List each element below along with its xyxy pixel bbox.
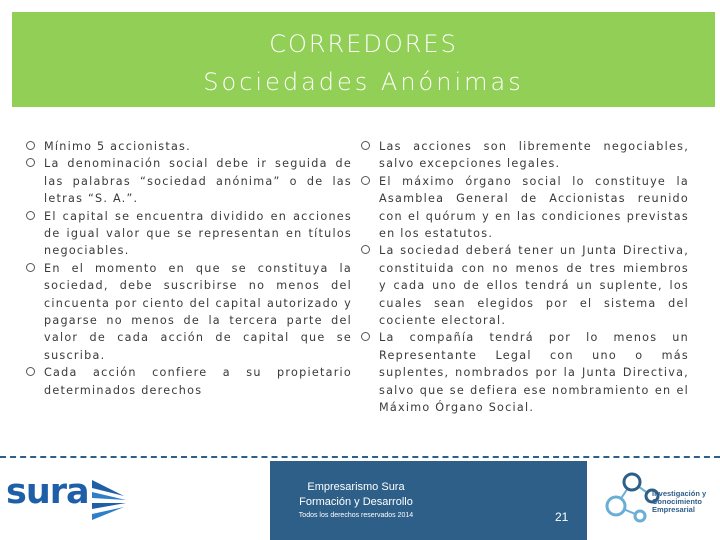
slide-subtitle: Sociedades Anónimas — [203, 68, 524, 96]
title-band — [12, 12, 715, 107]
list-item — [26, 260, 352, 364]
bullet-circle-icon — [26, 367, 35, 376]
list-item-text: El capital se encuentra dividido en acciones de igual valor que se representan en títulos negociables. — [44, 209, 352, 258]
list-item-text: Las acciones son libremente negociables, salvo excepciones legales. — [379, 140, 689, 171]
sura-mark-icon — [88, 476, 130, 522]
list-item-text: En el momento en que se constituya la sociedad, debe suscribirse no menos del cincuenta por ciento del capital autorizado y pagarse no menos de la tercera parte del valor de cada acción de capital que se suscriba. — [44, 261, 352, 362]
list-item-text: La denominación social debe ir seguida de las palabras “sociedad anónima” o de las letras “S. A.”. — [44, 157, 352, 206]
bullet-circle-icon — [361, 176, 370, 185]
footer-line-2: Formación y Desarrollo — [299, 496, 413, 508]
list-item — [26, 364, 352, 399]
ice-logo-line: Investigación y — [652, 489, 707, 498]
list-item — [26, 208, 352, 260]
sura-logo-text: sura — [6, 472, 89, 512]
ice-logo-text — [652, 490, 706, 514]
list-item — [361, 242, 689, 329]
list-item — [26, 155, 352, 207]
bullet-circle-icon — [361, 245, 370, 254]
bullet-circle-icon — [26, 263, 35, 272]
list-item-text: Mínimo 5 accionistas. — [44, 140, 191, 153]
list-item — [361, 329, 689, 416]
list-item-text: La compañía tendrá por lo menos un Representante Legal con uno o más suplentes, nombrados por la Junta Directiva, salvo que se defiera ese nombramiento en el Máximo Órgano Social. — [379, 331, 689, 415]
bullet-circle-icon — [26, 158, 35, 167]
list-item — [361, 173, 689, 243]
sura-logo — [6, 472, 130, 526]
bullet-circle-icon — [361, 332, 370, 341]
bullet-circle-icon — [26, 141, 35, 150]
list-item-text: El máximo órgano social lo constituye la Asamblea General de Accionistas reunido con el quórum y en las condiciones previstas en los estatutos. — [379, 174, 689, 241]
footer-line-1: Empresarismo Sura — [307, 481, 405, 493]
bullet-circle-icon — [26, 211, 35, 220]
ice-logo — [596, 462, 716, 536]
list-item — [26, 138, 352, 155]
dashed-divider — [0, 456, 720, 458]
right-column — [361, 138, 689, 417]
slide-title: CORREDORES — [269, 30, 458, 58]
ice-logo-line: Conocimiento — [652, 497, 702, 506]
bullet-circle-icon — [361, 141, 370, 150]
footer-copyright: Todos los derechos reservados 2014 — [298, 512, 414, 519]
left-column — [26, 138, 352, 399]
list-item-text: La sociedad deberá tener un Junta Directiva, constituida con no menos de tres miembros y cada uno de ellos tendrá un suplente, los cuales sean elegidos por el sistema del cociente electoral. — [379, 244, 689, 328]
page-number: 21 — [555, 510, 569, 524]
list-item-text: Cada acción confiere a su propietario determinados derechos — [44, 366, 352, 397]
list-item — [361, 138, 689, 173]
ice-logo-line: Empresarial — [652, 505, 695, 514]
footer-box — [270, 461, 587, 540]
